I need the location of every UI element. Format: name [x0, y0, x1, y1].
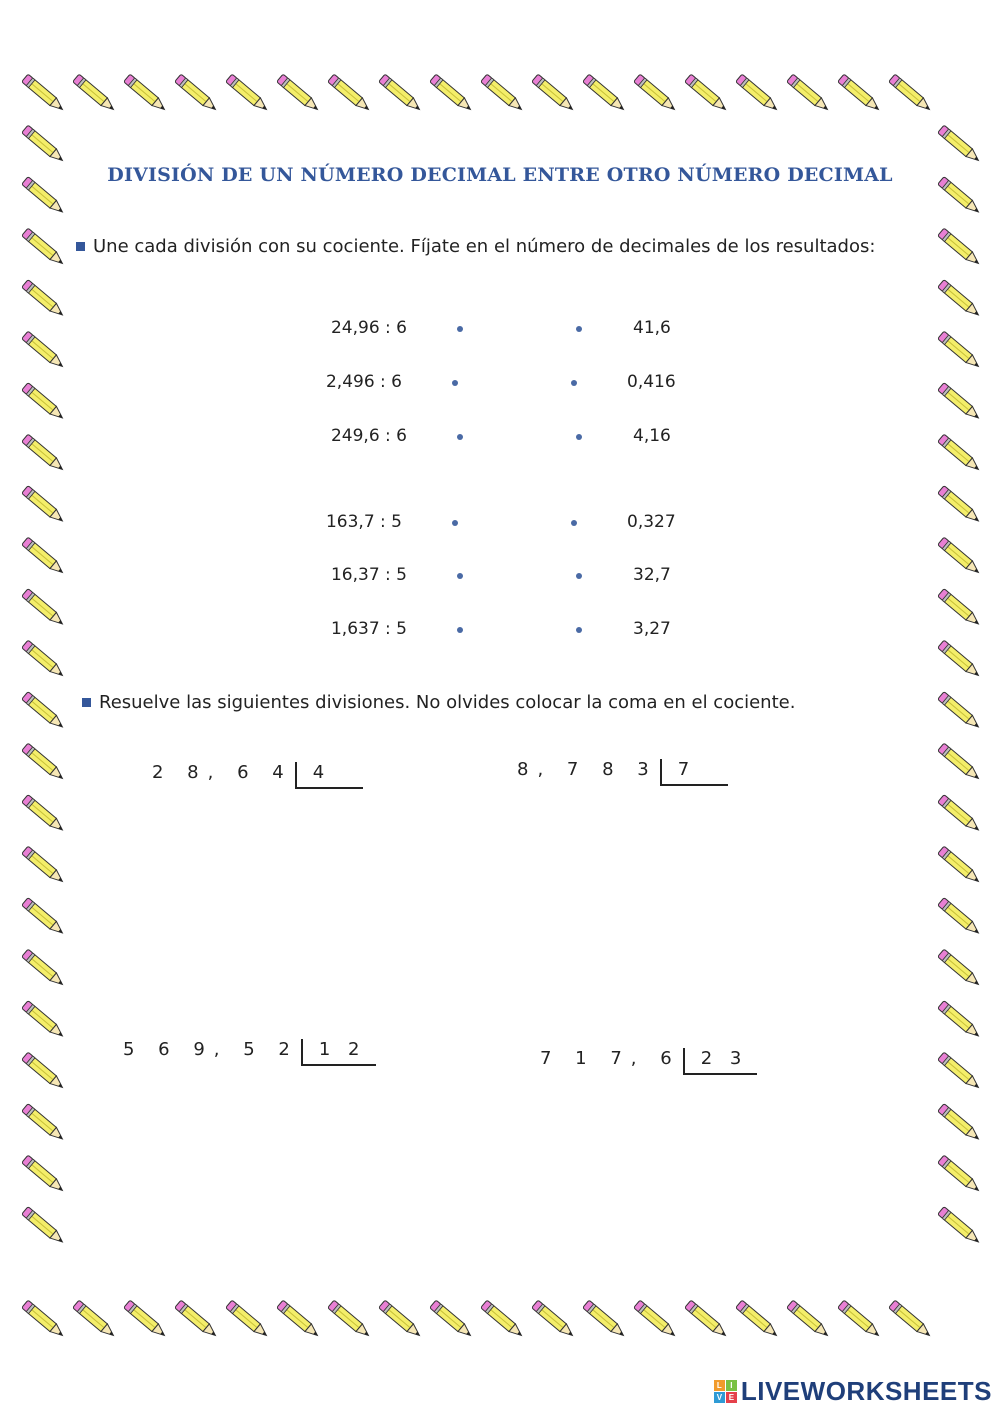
division-dividend: 7 1 7, 6: [540, 1048, 681, 1069]
match-dot-left[interactable]: [452, 380, 458, 386]
pencil-icon: [889, 74, 933, 113]
division-expression: 249,6 : 6: [330, 426, 407, 446]
pencil-icon: [22, 1300, 66, 1339]
pencil-icon: [938, 1155, 982, 1194]
division-dividend: 8, 7 8 3: [517, 759, 658, 780]
match-dot-right[interactable]: [576, 627, 582, 633]
division-dividend: 5 6 9, 5 2: [123, 1039, 299, 1060]
division-expression: 163,7 : 5: [325, 512, 402, 532]
pencil-icon: [328, 1300, 372, 1339]
pencil-icon: [787, 1300, 831, 1339]
pencil-icon: [430, 1300, 474, 1339]
pencil-icon: [938, 1207, 982, 1246]
quotient-value: 3,27: [633, 619, 671, 639]
pencil-icon: [838, 74, 882, 113]
match-row: [0, 372, 1000, 402]
pencil-icon: [277, 74, 321, 113]
pencil-icon: [22, 1104, 66, 1143]
pencil-icon: [277, 1300, 321, 1339]
instruction-match: [76, 236, 875, 257]
pencil-icon: [685, 74, 729, 113]
pencil-icon: [22, 1155, 66, 1194]
pencil-icon: [634, 74, 678, 113]
pencil-icon: [838, 1300, 882, 1339]
match-dot-left[interactable]: [457, 573, 463, 579]
match-row: [0, 565, 1000, 595]
division-divisor: 1 2: [301, 1039, 376, 1066]
match-dot-right[interactable]: [576, 573, 582, 579]
instruction-divide-text: Resuelve las siguientes divisiones. No olvides colocar la coma en el cociente.: [99, 692, 796, 713]
pencil-icon: [124, 1300, 168, 1339]
quotient-value: 0,416: [627, 372, 676, 392]
match-dot-right[interactable]: [571, 380, 577, 386]
match-dot-left[interactable]: [457, 326, 463, 332]
pencil-icon: [685, 1300, 729, 1339]
square-bullet-icon: [82, 698, 91, 707]
pencil-icon: [938, 280, 982, 319]
division-problem[interactable]: [517, 759, 728, 786]
quotient-value: 41,6: [633, 318, 671, 338]
pencil-icon: [22, 280, 66, 319]
division-dividend: 2 8, 6 4: [152, 762, 293, 783]
quotient-value: 0,327: [627, 512, 676, 532]
division-expression: 24,96 : 6: [330, 318, 407, 338]
match-row: [0, 318, 1000, 348]
pencil-icon: [22, 1001, 66, 1040]
pencil-icon: [481, 1300, 525, 1339]
match-row: [0, 619, 1000, 649]
pencil-icon: [634, 1300, 678, 1339]
match-row: [0, 512, 1000, 542]
division-problem[interactable]: [152, 762, 363, 789]
pencil-icon: [73, 74, 117, 113]
division-expression: 1,637 : 5: [330, 619, 407, 639]
pencil-icon: [226, 74, 270, 113]
pencil-icon: [938, 1001, 982, 1040]
pencil-icon: [22, 846, 66, 885]
pencil-icon: [938, 1104, 982, 1143]
pencil-icon: [938, 846, 982, 885]
pencil-icon: [938, 795, 982, 834]
match-dot-right[interactable]: [576, 326, 582, 332]
pencil-icon: [787, 74, 831, 113]
page-title: DIVISIÓN DE UN NÚMERO DECIMAL ENTRE OTRO NÚMERO DECIMAL: [107, 164, 893, 186]
pencil-icon: [22, 1207, 66, 1246]
pencil-icon: [22, 228, 66, 267]
division-expression: 2,496 : 6: [325, 372, 402, 392]
match-row: [0, 426, 1000, 456]
division-divisor: 7: [660, 759, 728, 786]
division-problem[interactable]: [540, 1048, 757, 1075]
pencil-icon: [532, 1300, 576, 1339]
liveworksheets-logo-text: LIVEWORKSHEETS: [740, 1376, 992, 1406]
pencil-icon: [532, 74, 576, 113]
match-dot-left[interactable]: [457, 434, 463, 440]
pencil-icon: [22, 743, 66, 782]
pencil-icon: [226, 1300, 270, 1339]
pencil-icon: [22, 125, 66, 164]
liveworksheets-logo-icon: L I V E: [714, 1380, 737, 1403]
pencil-icon: [938, 125, 982, 164]
pencil-icon: [22, 74, 66, 113]
match-dot-right[interactable]: [571, 520, 577, 526]
pencil-icon: [22, 1052, 66, 1091]
pencil-icon: [328, 74, 372, 113]
pencil-icon: [583, 74, 627, 113]
pencil-icon: [175, 1300, 219, 1339]
quotient-value: 4,16: [633, 426, 671, 446]
match-dot-left[interactable]: [452, 520, 458, 526]
pencil-icon: [889, 1300, 933, 1339]
pencil-icon: [22, 898, 66, 937]
pencil-icon: [379, 1300, 423, 1339]
pencil-icon: [22, 795, 66, 834]
pencil-icon: [481, 74, 525, 113]
pencil-icon: [736, 74, 780, 113]
pencil-icon: [22, 692, 66, 731]
pencil-icon: [175, 74, 219, 113]
pencil-icon: [583, 1300, 627, 1339]
match-dot-left[interactable]: [457, 627, 463, 633]
pencil-icon: [938, 1052, 982, 1091]
pencil-icon: [938, 949, 982, 988]
match-dot-right[interactable]: [576, 434, 582, 440]
pencil-icon: [736, 1300, 780, 1339]
instruction-divide: [82, 692, 795, 713]
pencil-icon: [22, 949, 66, 988]
division-problem[interactable]: [123, 1039, 376, 1066]
pencil-icon: [124, 74, 168, 113]
pencil-icon: [938, 743, 982, 782]
square-bullet-icon: [76, 242, 85, 251]
pencil-icon: [379, 74, 423, 113]
pencil-icon: [938, 898, 982, 937]
pencil-icon: [938, 692, 982, 731]
instruction-match-text: Une cada división con su cociente. Fíjate en el número de decimales de los resultados:: [93, 236, 876, 257]
liveworksheets-logo: [714, 1376, 992, 1407]
division-divisor: 4: [295, 762, 363, 789]
pencil-icon: [73, 1300, 117, 1339]
quotient-value: 32,7: [633, 565, 671, 585]
division-expression: 16,37 : 5: [330, 565, 407, 585]
pencil-icon: [430, 74, 474, 113]
pencil-icon: [938, 228, 982, 267]
division-divisor: 2 3: [683, 1048, 758, 1075]
